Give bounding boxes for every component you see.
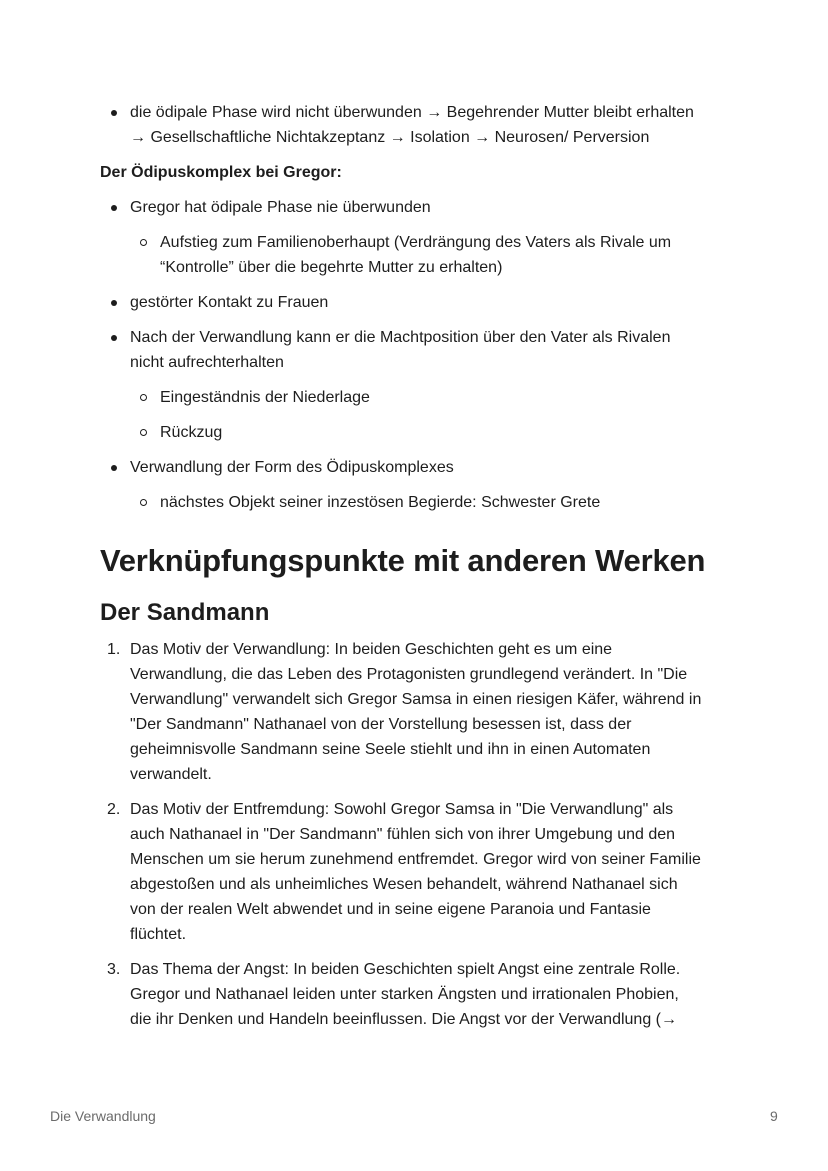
- text-line: gestörter Kontakt zu Frauen: [130, 294, 329, 311]
- text-line: flüchtet.: [130, 926, 187, 943]
- text-line: Gregor hat ödipale Phase nie überwunden: [130, 199, 431, 216]
- bullet-item: [100, 100, 730, 150]
- text-line: Verwandlung" verwandelt sich Gregor Samsa in einen riesigen Käfer, während in: [130, 691, 702, 708]
- text-line: Verwandlung, die das Leben des Protagonisten grundlegend verändert. In "Die: [130, 666, 688, 683]
- numbered-item: [100, 957, 730, 1032]
- sub-bullet-item: [100, 385, 730, 410]
- text-line: geheimnisvolle Sandmann seine Seele stiehlt und ihn in einen Automaten: [130, 741, 651, 758]
- text-line: verwandelt.: [130, 766, 212, 783]
- numbered-item: [100, 637, 730, 787]
- main-heading: Verknüpfungspunkte mit anderen Werken: [100, 543, 706, 578]
- text-line: die ödipale Phase wird nicht überwunden → Begehrender Mutter bleibt erhalten: [130, 104, 694, 121]
- text-line: Menschen um sie herum zunehmend entfremdet. Gregor wird von seiner Familie: [130, 851, 701, 868]
- item-number: 1.: [107, 641, 121, 658]
- text-line: “Kontrolle” über die begehrte Mutter zu erhalten): [160, 259, 503, 276]
- item-number: 3.: [107, 961, 121, 978]
- bullet-item: [100, 455, 730, 480]
- document-page: [100, 100, 730, 1032]
- bullet-item: [100, 290, 730, 315]
- footer-page-number: 9: [770, 1108, 778, 1124]
- sub-heading: Der Sandmann: [100, 599, 270, 626]
- text-line: "Der Sandmann" Nathanael von der Vorstellung besessen ist, dass der: [130, 716, 632, 733]
- sub-bullet-item: [100, 490, 730, 515]
- text-line: Das Motiv der Verwandlung: In beiden Geschichten geht es um eine: [130, 641, 613, 658]
- item-number: 2.: [107, 801, 121, 818]
- text-line: → Gesellschaftliche Nichtakzeptanz → Isolation → Neurosen/ Perversion: [130, 129, 650, 146]
- footer-title: Die Verwandlung: [50, 1108, 156, 1124]
- text-line: Nach der Verwandlung kann er die Machtposition über den Vater als Rivalen: [130, 329, 671, 346]
- text-line: Verwandlung der Form des Ödipuskomplexes: [130, 459, 454, 476]
- text-line: von der realen Welt abwendet und in seine eigene Paranoia und Fantasie: [130, 901, 651, 918]
- text-line: Aufstieg zum Familienoberhaupt (Verdrängung des Vaters als Rivale um: [160, 234, 672, 251]
- text-line: Rückzug: [160, 424, 223, 441]
- bullet-item: [100, 325, 730, 375]
- bullet-item: [100, 195, 730, 220]
- text-line: die ihr Denken und Handeln beeinflussen. Die Angst vor der Verwandlung (→: [130, 1011, 677, 1028]
- text-line: auch Nathanael in "Der Sandmann" fühlen sich von ihrer Umgebung und den: [130, 826, 676, 843]
- sub-bullet-item: [100, 230, 730, 280]
- text-line: Das Thema der Angst: In beiden Geschichten spielt Angst eine zentrale Rolle.: [130, 961, 681, 978]
- text-line: abgestoßen und als unheimliches Wesen behandelt, während Nathanael sich: [130, 876, 678, 893]
- text-line: Gregor und Nathanael leiden unter starken Ängsten und irrationalen Phobien,: [130, 986, 679, 1003]
- section-heading: Der Ödipuskomplex bei Gregor:: [100, 164, 342, 181]
- text-line: Das Motiv der Entfremdung: Sowohl Gregor Samsa in "Die Verwandlung" als: [130, 801, 674, 818]
- text-line: Eingeständnis der Niederlage: [160, 389, 370, 406]
- text-line: nächstes Objekt seiner inzestösen Begierde: Schwester Grete: [160, 494, 601, 511]
- sub-bullet-item: [100, 420, 730, 445]
- text-line: nicht aufrechterhalten: [130, 354, 284, 371]
- numbered-item: [100, 797, 730, 947]
